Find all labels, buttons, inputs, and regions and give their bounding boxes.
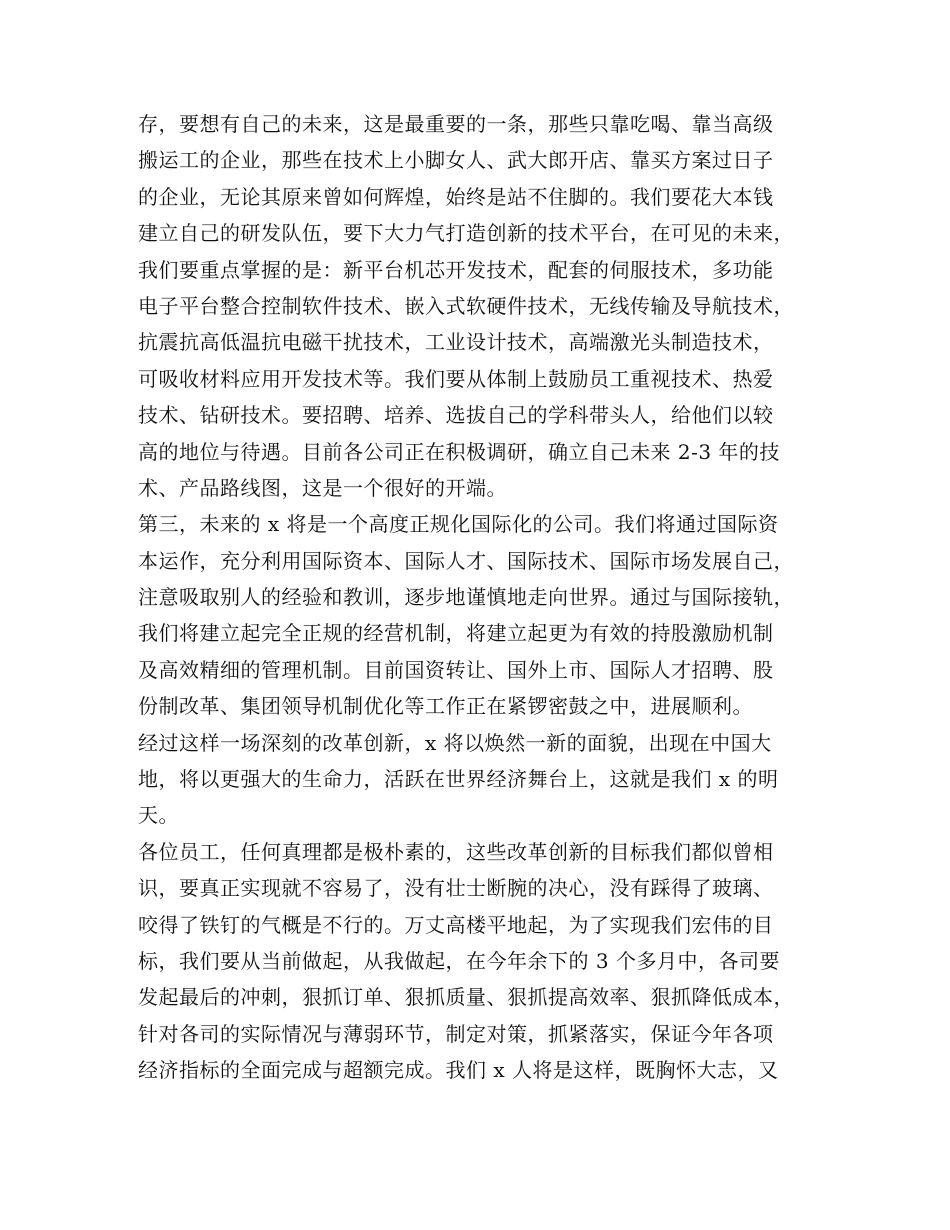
text-line: 咬得了铁钉的气概是不行的。万丈高楼平地起，为了实现我们宏伟的目 [138,912,774,937]
text-line: 标，我们要从当前做起，从我做起，在今年余下的 3 个多月中，各司要 [138,948,780,973]
text-line: 识，要真正实现就不容易了，没有壮士断腕的决心，没有踩得了玻璃、 [138,876,774,901]
text-line: 份制改革、集团领导机制优化等工作正在紧锣密鼓之中，进展顺利。 [138,694,753,719]
text-line: 各位员工，任何真理都是极朴素的，这些改革创新的目标我们都似曾相 [138,839,774,864]
text-line: 天。 [138,803,179,828]
text-line: 可吸收材料应用开发技术等。我们要从体制上鼓励员工重视技术、热爱 [138,366,774,391]
text-line: 的企业，无论其原来曾如何辉煌，始终是站不住脚的。我们要花大本钱 [138,184,774,209]
text-line: 本运作，充分利用国际资本、国际人才、国际技术、国际市场发展自己， [138,548,794,573]
text-line: 地，将以更强大的生命力，活跃在世界经济舞台上，这就是我们 x 的明 [138,767,779,792]
text-line: 抗震抗高低温抗电磁干扰技术，工业设计技术，高端激光头制造技术， [138,330,774,355]
text-line: 我们要重点掌握的是：新平台机芯开发技术，配套的伺服技术，多功能 [138,257,774,282]
text-line: 高的地位与待遇。目前各公司正在积极调研，确立自己未来 2-3 年的技 [138,439,780,464]
text-line: 电子平台整合控制软件技术、嵌入式软硬件技术，无线传输及导航技术， [138,293,794,318]
text-line: 搬运工的企业，那些在技术上小脚女人、武大郎开店、靠买方案过日子 [138,148,774,173]
text-line: 建立自己的研发队伍，要下大力气打造创新的技术平台，在可见的未来， [138,221,794,246]
text-line: 技术、钻研技术。要招聘、培养、选拔自己的学科带头人，给他们以较 [138,403,774,428]
text-line: 存，要想有自己的未来，这是最重要的一条，那些只靠吃喝、靠当高级 [138,112,774,136]
text-line: 针对各司的实际情况与薄弱环节，制定对策，抓紧落实，保证今年各项 [138,1021,774,1046]
document-body [138,106,828,1089]
text-line: 注意吸取别人的经验和教训，逐步地谨慎地走向世界。通过与国际接轨， [138,585,794,610]
text-line: 第三，未来的 x 将是一个高度正规化国际化的公司。我们将通过国际资 [138,512,779,537]
text-line: 及高效精细的管理机制。目前国资转让、国外上市、国际人才招聘、股 [138,657,774,682]
text-line: 经济指标的全面完成与超额完成。我们 x 人将是这样，既胸怀大志，又 [138,1058,779,1083]
text-line: 发起最后的冲刺，狠抓订单、狠抓质量、狠抓提高效率、狠抓降低成本， [138,985,794,1010]
text-line: 经过这样一场深刻的改革创新，x 将以焕然一新的面貌，出现在中国大 [138,730,772,755]
text-line: 我们将建立起完全正规的经营机制，将建立起更为有效的持股激励机制 [138,621,774,646]
text-line: 术、产品路线图，这是一个很好的开端。 [138,475,507,500]
